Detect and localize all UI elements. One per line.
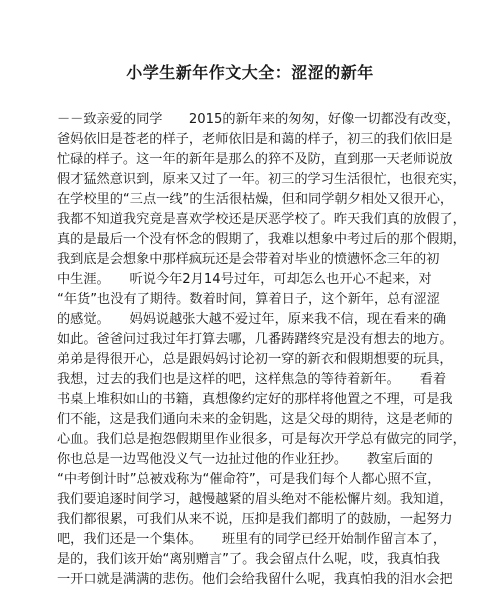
text-line: 爸妈依旧是苍老的样子，老师依旧是和蔼的样子，初三的我们依旧是 xyxy=(57,132,453,147)
text-line: 弟弟是得很开心，总是跟妈妈讨论初一穿的新衣和假期想要的玩具， xyxy=(57,352,453,367)
text-line: 你也总是一边骂他没义气一边扯过他的作业狂抄。 教室后面的 xyxy=(57,452,433,467)
document-title: 小学生新年作文大全：涩涩的新年 xyxy=(126,63,374,82)
text-line: 吧，我们还是一个集体。 班里有的同学已经开始制作留言本了， xyxy=(57,532,447,547)
text-line: 我想，过去的我们也是这样的吧，这样焦急的等待着新年。 看着 xyxy=(57,372,447,387)
text-line: “年货”也没有了期待。数着时间，算着日子，这个新年，总有涩涩 xyxy=(57,292,440,307)
document-body xyxy=(57,110,466,590)
text-line: 是的，我们该开始“离别赠言”了。我会留点什么呢，哎，我真怕我 xyxy=(57,552,440,567)
text-line: 我都不知道我究竟是喜欢学校还是厌恶学校了。昨天我们真的放假了， xyxy=(57,212,466,227)
text-line: 忙碌的样子。这一年的新年是那么的猝不及防，直到那一天老师说放 xyxy=(57,152,453,167)
text-line: 真的是最后一个没有怀念的假期了，我难以想象中考过后的那个假期， xyxy=(57,232,466,247)
text-line: 在学校里的“三点一线”的生活很枯燥，但和同学朝夕相处又很开心， xyxy=(57,192,454,207)
text-line: 假才猛然意识到，原来又过了一年。初三的学习生活很忙，也很充实， xyxy=(57,172,466,187)
text-line: 心血。我们总是抱怨假期里作业很多，可是每次开学总有做完的同学， xyxy=(57,432,466,447)
text-line: 我们要追逐时间学习，越慢越紧的眉头绝对不能松懈片刻。我知道， xyxy=(57,492,453,507)
text-line: 的感觉。 妈妈说越张大越不爱过年，原来我不信，现在看来的确 xyxy=(57,312,447,327)
text-line: 书桌上堆积如山的书籍，真想像约定好的那样将他置之不理，可是我 xyxy=(57,392,453,407)
text-line: “中考倒计时”总被戏称为“催命符”，可是我们每个人都心照不宣， xyxy=(57,472,441,487)
text-line: 中生涯。 听说今年2月14号过年，可却怎么也开心不起来，对 xyxy=(57,272,432,287)
text-line: 我到底是会想象中那样疯玩还是会带着对毕业的愤懑怀念三年的初 xyxy=(57,252,440,267)
text-line: 一开口就是满满的悲伤。他们会给我留什么呢，我真怕我的泪水会把 xyxy=(57,572,453,587)
text-line: 们不能，这是我们通向未来的金钥匙，这是父母的期待，这是老师的 xyxy=(57,412,453,427)
text-line: －－致亲爱的同学 2015的新年来的匆匆，好像一切都没有改变， xyxy=(57,112,460,127)
text-line: 我们都很累，可我们从来不说，压抑是我们都明了的鼓励，一起努力 xyxy=(57,512,453,527)
text-line: 如此。爸爸问过我过年打算去哪，几番踌躇终究是没有想去的地方。 xyxy=(57,332,453,347)
